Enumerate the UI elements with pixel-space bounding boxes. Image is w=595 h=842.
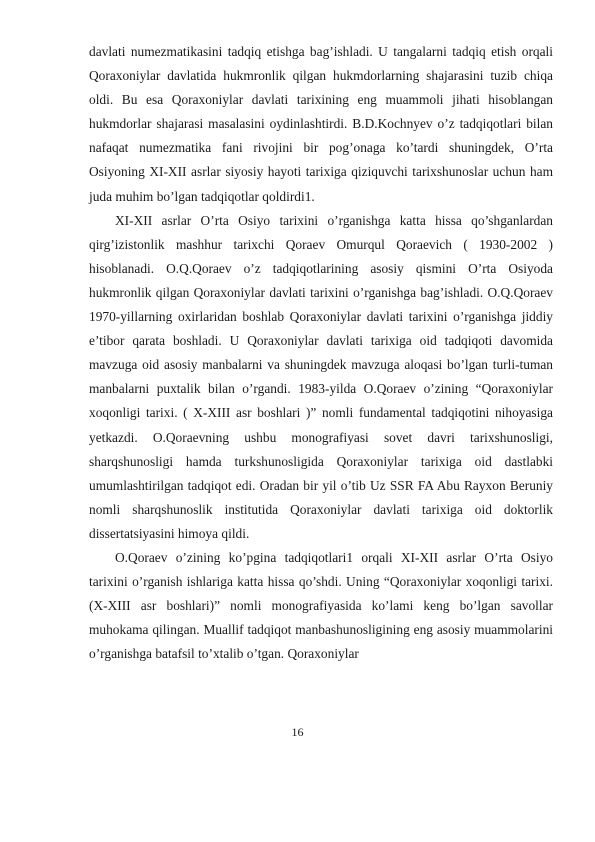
paragraph-2: XI-XII asrlar O’rta Osiyo tarixini o’rganishga katta hissa qo’shganlardan qirg’izistonlik mashhur tarixchi Qoraev Omurqul Qoraevich ( 1930-2002 ) hisoblanadi. O.Q.Qoraev o’z tadqiqotlarining asosiy qismini O’rta Osiyoda hukmronlik qilgan Qoraxoniylar davlati tarixini o’rganishga bag’ishladi. O.Q.Qoraev 1970-yillarning oxirlaridan boshlab Qoraxoniylar davlati tarixini o’rganishga jiddiy e’tibor qarata boshladi. U Qoraxoniylar davlati tarixiga oid tadqiqoti davomida mavzuga oid asosiy manbalarni va shuningdek mavzuga aloqasi bo’lgan turli-tuman manbalarni puxtalik bilan o’rgandi. 1983-yilda O.Qoraev o’zining “Qoraxoniylar xoqonligi tarixi. ( X-XIII asr boshlari )” nomli fundamental tadqiqotini nihoyasiga yetkazdi. O.Qoraevning ushbu monografiyasi sovet davri tarixshunosligi, sharqshunosligi hamda turkshunosligida Qoraxoniylar tarixiga oid dastlabki umumlashtirilgan tadqiqot edi. Oradan bir yil o’tib Uz SSR FA Abu Rayxon Beruniy nomli sharqshunoslik institutida Qoraxoniylar davlati tarixiga oid doktorlik dissertatsiyasini himoya qildi.	[89, 212, 553, 541]
paragraph-1: davlati numezmatikasini tadqiq etishga bag’ishladi. U tangalarni tadqiq etish orqali Qoraxoniylar davlatida hukmronlik qilgan hukmdorlarning shajarasini tuzib chiqa oldi. Bu esa Qoraxoniylar davlati tarixining eng muammoli jihati hisoblangan hukmdorlar shajarasi masalasini oydinlashtirdi. B.D.Kochnyev o’z tadqiqotlari bilan nafaqat numezmatika fani rivojini bir pog’onaga ko’tardi shuningdek, O’rta Osiyoning XI-XII asrlar siyosiy hayoti tarixiga qiziquvchi tarixshunoslar uchun ham juda muhim bo’lgan tadqiqotlar qoldirdi1.	[89, 44, 553, 204]
document-page	[89, 40, 553, 666]
page-number: 16	[291, 725, 304, 739]
paragraph-3: O.Qoraev o’zining ko’pgina tadqiqotlari1 orqali XI-XII asrlar O’rta Osiyo tarixini o’rganish ishlariga katta hissa qo’shdi. Uning “Qoraxoniylar xoqonligi tarixi. (X-XIII asr boshlari)” nomli monografiyasida ko’lami keng bo’lgan savollar muhokama qilingan. Muallif tadqiqot manbashunosligining eng asosiy muammolarini o’rganishga batafsil to’xtalib o’tgan. Qoraxoniylar	[89, 549, 553, 662]
